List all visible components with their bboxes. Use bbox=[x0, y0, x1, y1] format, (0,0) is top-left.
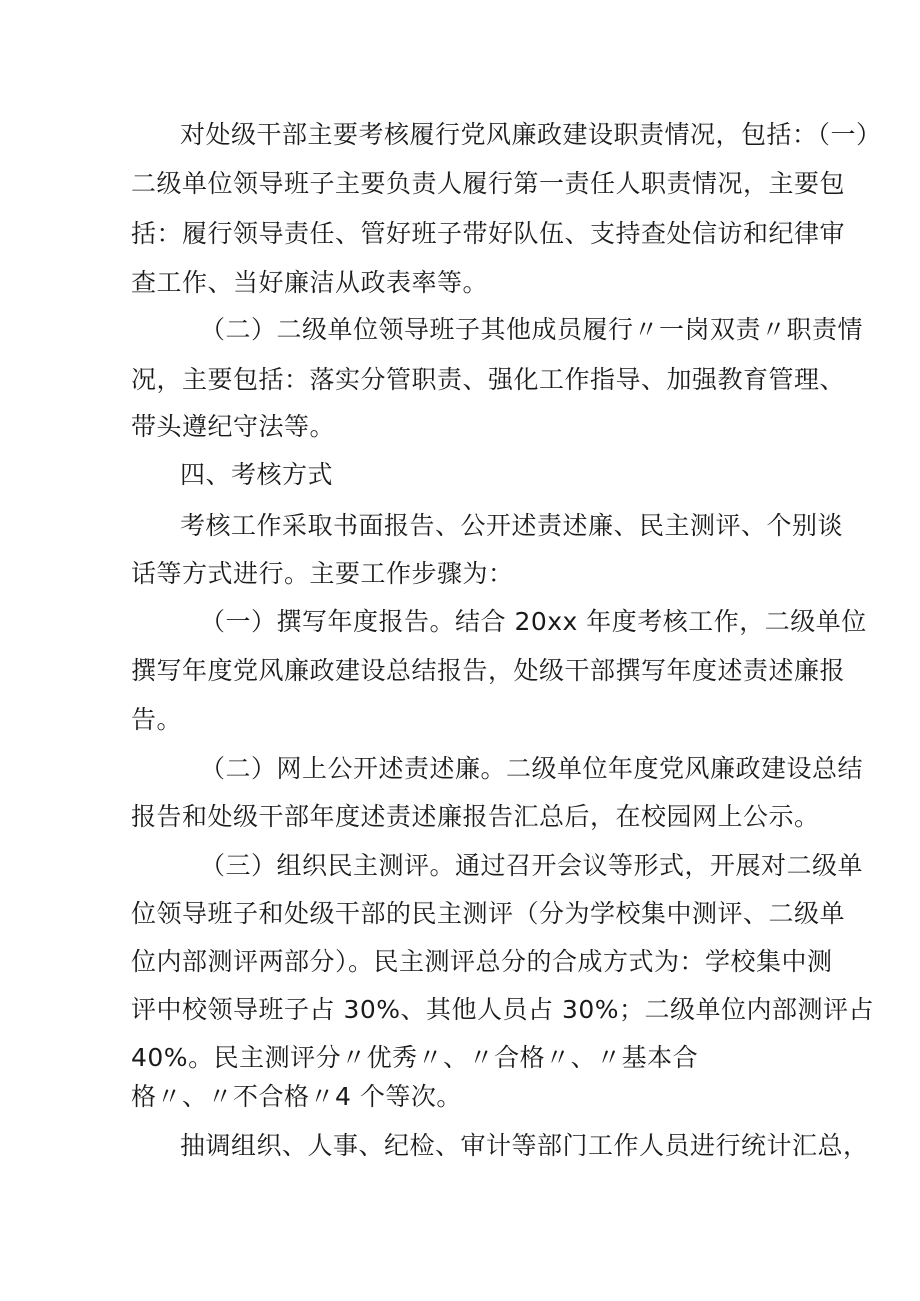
paragraph-1-line-3: 括：履行领导责任、管好班子带好队伍、支持查处信访和纪律审 bbox=[131, 219, 846, 248]
paragraph-1-line-2: 二级单位领导班子主要负责人履行第一责任人职责情况，主要包 bbox=[131, 169, 846, 198]
paragraph-6-line-6: 格〃、〃不合格〃4 个等次。 bbox=[131, 1082, 462, 1111]
paragraph-5-line-1: （二）网上公开述责述廉。二级单位年度党风廉政建设总结 bbox=[200, 754, 864, 783]
paragraph-6-line-1: （三）组织民主测评。通过召开会议等形式，开展对二级单 bbox=[200, 851, 864, 880]
paragraph-4-line-2: 撰写年度党风廉政建设总结报告，处级干部撰写年度述责述廉报 bbox=[131, 656, 846, 685]
section-heading: 四、考核方式 bbox=[180, 460, 334, 489]
paragraph-4-line-1: （一）撰写年度报告。结合 20xx 年度考核工作，二级单位 bbox=[200, 607, 867, 636]
paragraph-6-line-3: 位内部测评两部分）。民主测评总分的合成方式为：学校集中测 bbox=[131, 947, 833, 976]
paragraph-2-line-3: 带头遵纪守法等。 bbox=[131, 412, 336, 441]
paragraph-6-line-4: 评中校领导班子占 30%、其他人员占 30%；二级单位内部测评占 bbox=[131, 995, 875, 1024]
paragraph-2-line-2: 况，主要包括：落实分管职责、强化工作指导、加强教育管理、 bbox=[131, 365, 846, 394]
paragraph-6-line-2: 位领导班子和处级干部的民主测评（分为学校集中测评、二级单 bbox=[131, 899, 846, 928]
paragraph-5-line-2: 报告和处级干部年度述责述廉报告汇总后，在校园网上公示。 bbox=[131, 802, 820, 831]
paragraph-6-line-5: 40%。民主测评分〃优秀〃、〃合格〃、〃基本合 bbox=[131, 1043, 699, 1072]
paragraph-4-line-3: 告。 bbox=[131, 705, 183, 734]
paragraph-7-line-1: 抽调组织、人事、纪检、审计等部门工作人员进行统计汇总， bbox=[180, 1131, 869, 1160]
paragraph-1-line-4: 查工作、当好廉洁从政表率等。 bbox=[131, 268, 489, 297]
paragraph-1-line-1: 对处级干部主要考核履行党风廉政建设职责情况，包括：（一） bbox=[180, 120, 882, 149]
paragraph-3-line-2: 话等方式进行。主要工作步骤为： bbox=[131, 559, 514, 588]
paragraph-3-line-1: 考核工作采取书面报告、公开述责述廉、民主测评、个别谈 bbox=[180, 511, 844, 540]
paragraph-2-line-1: （二）二级单位领导班子其他成员履行〃一岗双责〃职责情 bbox=[200, 315, 864, 344]
